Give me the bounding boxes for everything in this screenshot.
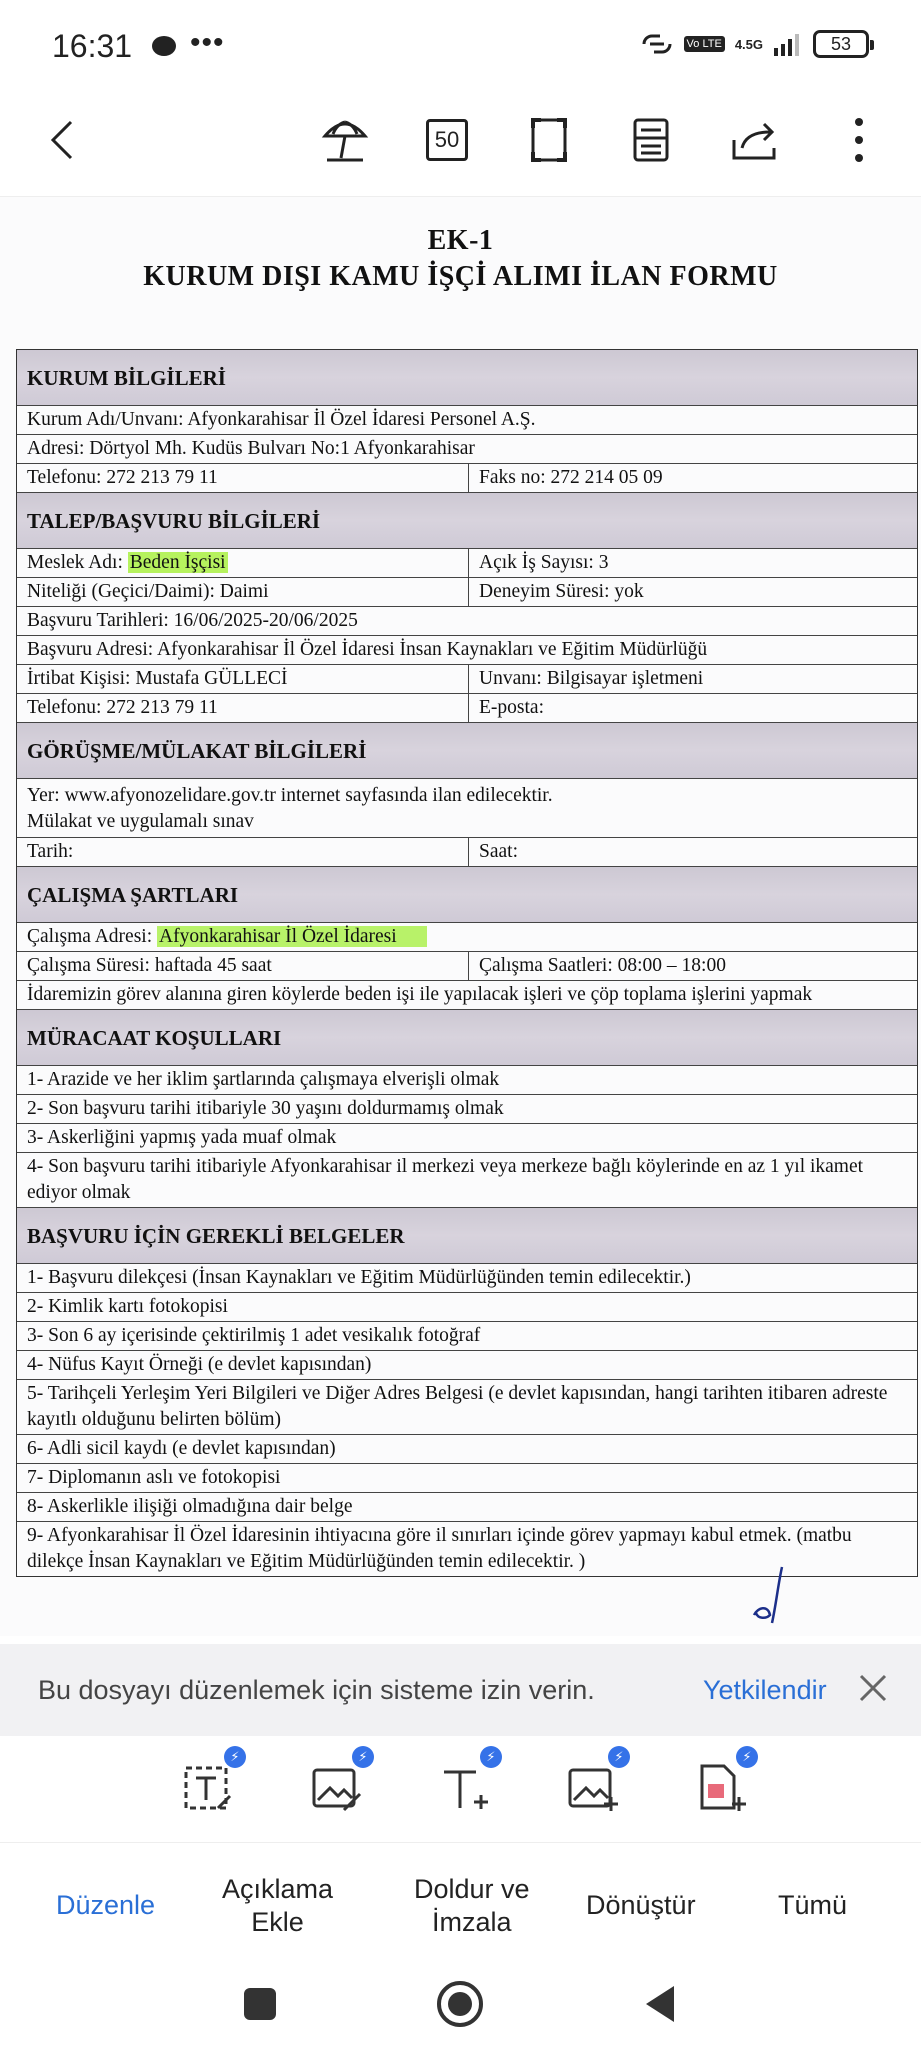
meslek-label: Meslek Adı:: [27, 552, 123, 573]
tab-fill-sign[interactable]: Doldur ve İmzala: [414, 1874, 530, 1937]
page-layout-icon: [631, 116, 671, 164]
tab-annotate[interactable]: Açıklama Ekle: [222, 1874, 334, 1937]
volte-badge: Vo LTE: [684, 36, 725, 52]
doc-title: [0, 223, 921, 295]
list-item: 3- Son 6 ay içerisinde çektirilmiş 1 adet vesikalık fotoğraf: [17, 1322, 917, 1351]
share-button[interactable]: [720, 100, 790, 180]
square-icon: [242, 1986, 278, 2022]
back-nav-button[interactable]: [628, 1972, 692, 2036]
more-notifications-icon: •••: [190, 26, 225, 59]
list-item: 3- Askerliğini yapmış yada muaf olmak: [17, 1124, 917, 1153]
back-button[interactable]: [26, 100, 96, 180]
calisma-adresi-highlight: Afyonkarahisar İl Özel İdaresi: [157, 926, 427, 947]
permission-notice: [0, 1644, 921, 1736]
section-header-talep: TALEP/BAŞVURU BİLGİLERİ: [17, 493, 917, 549]
zoom-level: 50: [426, 119, 468, 161]
section-header-calisma: ÇALIŞMA ŞARTLARI: [17, 867, 917, 923]
chevron-left-icon: [43, 116, 79, 164]
table-row: Telefonu: 272 213 79 11 Faks no: 272 214 05 09: [17, 464, 917, 493]
list-item: 1- Başvuru dilekçesi (İnsan Kaynakları ve Eğitim Müdürlüğünden temin edilecektir.): [17, 1264, 917, 1293]
edit-image-icon: [306, 1758, 366, 1818]
meslek-highlight: Beden İşçisi: [129, 552, 226, 573]
triangle-back-icon: [642, 1984, 678, 2024]
add-text-icon: [434, 1758, 494, 1818]
table-row: Meslek Adı: Beden İşçisi Açık İş Sayısı: 3: [17, 549, 917, 578]
hotspot-link-icon: [640, 32, 674, 56]
add-page-tool[interactable]: [690, 1749, 754, 1822]
share-icon: [730, 118, 780, 162]
status-time: 16:31: [52, 28, 133, 64]
edit-image-tool[interactable]: [306, 1749, 370, 1822]
add-image-icon: [562, 1758, 622, 1818]
chat-bubble-icon: [152, 36, 176, 56]
list-item: 4- Nüfus Kayıt Örneği (e devlet kapısından): [17, 1351, 917, 1380]
home-button[interactable]: [428, 1972, 492, 2036]
edit-tools-bar: [0, 1746, 921, 1836]
edit-text-tool[interactable]: [178, 1749, 242, 1822]
add-page-icon: [690, 1758, 750, 1818]
table-row: Yer: www.afyonozelidare.gov.tr internet sayfasında ilan edilecektir. Mülakat ve uygulamalı sınav: [17, 779, 917, 838]
fullscreen-icon: [529, 116, 569, 164]
section-header-gorusme: GÖRÜŞME/MÜLAKAT BİLGİLERİ: [17, 723, 917, 779]
fullscreen-button[interactable]: [514, 100, 584, 180]
list-item: 4- Son başvuru tarihi itibariyle Afyonkarahisar il merkezi veya merkeze bağlı köylerinde en az 1 yıl ikamet ediyor olmak: [17, 1153, 917, 1208]
system-nav-bar: [0, 1962, 921, 2048]
more-options-button[interactable]: [824, 100, 894, 180]
table-row: Başvuru Adresi: Afyonkarahisar İl Özel İdaresi İnsan Kaynakları ve Eğitim Müdürlüğü: [17, 636, 917, 665]
premium-badge-icon: ⚡: [480, 1746, 502, 1768]
add-text-tool[interactable]: [434, 1749, 498, 1822]
table-row: İdaremizin görev alanına giren köylerde beden işi ile yapılacak işleri ve çöp toplama işlerini yapmak: [17, 981, 917, 1010]
page-layout-button[interactable]: [616, 100, 686, 180]
table-row: Başvuru Tarihleri: 16/06/2025-20/06/2025: [17, 607, 917, 636]
recents-button[interactable]: [228, 1972, 292, 2036]
calisma-adresi-label: Çalışma Adresi:: [27, 926, 153, 947]
home-circle-icon: [435, 1979, 485, 2029]
premium-badge-icon: ⚡: [224, 1746, 246, 1768]
table-row: Telefonu: 272 213 79 11 E-posta:: [17, 694, 917, 723]
more-vertical-icon: [853, 116, 865, 164]
list-item: 8- Askerlikle ilişiği olmadığına dair belge: [17, 1493, 917, 1522]
list-item: 6- Adli sicil kaydı (e devlet kapısından): [17, 1435, 917, 1464]
network-type: 4.5G: [734, 36, 763, 52]
doc-title-line2: KURUM DIŞI KAMU İŞÇİ ALIMI İLAN FORMU: [143, 261, 778, 292]
list-item: 2- Son başvuru tarihi itibariyle 30 yaşını doldurmamış olmak: [17, 1095, 917, 1124]
doc-title-line1: EK-1: [427, 225, 494, 256]
list-item: 1- Arazide ve her iklim şartlarında çalışmaya elverişli olmak: [17, 1066, 917, 1095]
section-header-kurum: KURUM BİLGİLERİ: [17, 350, 917, 406]
premium-badge-icon: ⚡: [352, 1746, 374, 1768]
table-row: İrtibat Kişisi: Mustafa GÜLLECİ Unvanı: Bilgisayar işletmeni: [17, 665, 917, 694]
table-row: Niteliği (Geçici/Daimi): Daimi Deneyim Süresi: yok: [17, 578, 917, 607]
section-header-muracaat: MÜRACAAT KOŞULLARI: [17, 1010, 917, 1066]
authorize-button[interactable]: Yetkilendir: [703, 1674, 827, 1705]
document-page[interactable]: [0, 196, 921, 1636]
bottom-tabs: [0, 1842, 921, 1962]
list-item: 5- Tarihçeli Yerleşim Yeri Bilgileri ve Diğer Adres Belgesi (e devlet kapısından, hangi tarihten itibaren adreste kayıtlı olduğunu belirten bölüm): [17, 1380, 917, 1435]
table-row: Adresi: Dörtyol Mh. Kudüs Bulvarı No:1 Afyonkarahisar: [17, 435, 917, 464]
status-icons: [640, 30, 869, 58]
close-icon[interactable]: [855, 1670, 891, 1706]
premium-badge-icon: ⚡: [608, 1746, 630, 1768]
table-row: Tarih: Saat:: [17, 838, 917, 867]
permission-message: Bu dosyayı düzenlemek için sisteme izin verin.: [38, 1674, 595, 1705]
signal-icon: [773, 32, 803, 56]
signature-mark: [748, 1565, 788, 1625]
section-header-belgeler: BAŞVURU İÇİN GEREKLİ BELGELER: [17, 1208, 917, 1264]
tab-convert[interactable]: Dönüştür: [586, 1890, 696, 1920]
table-row: [17, 923, 917, 952]
tab-edit[interactable]: Düzenle: [56, 1890, 156, 1920]
beach-umbrella-icon: [319, 114, 371, 166]
table-row: Çalışma Süresi: haftada 45 saat Çalışma Saatleri: 08:00 – 18:00: [17, 952, 917, 981]
status-bar: [0, 0, 921, 92]
list-item: 9- Afyonkarahisar İl Özel İdaresinin ihtiyacına göre il sınırları içinde görev yapmayı kabul etmek. (matbu dilekçe İnsan Kaynakları ve Eğitim Müdürlüğünden temin edilecektir. ): [27, 1525, 852, 1572]
list-item: 7- Diplomanın aslı ve fotokopisi: [17, 1464, 917, 1493]
zoom-level-button[interactable]: [412, 100, 482, 180]
premium-badge-icon: ⚡: [736, 1746, 758, 1768]
list-item: 2- Kimlik kartı fotokopisi: [17, 1293, 917, 1322]
add-image-tool[interactable]: [562, 1749, 626, 1822]
tab-all[interactable]: Tümü: [778, 1890, 848, 1920]
eye-comfort-button[interactable]: [310, 100, 380, 180]
top-toolbar: [0, 100, 921, 190]
job-form-table: [16, 349, 918, 1577]
table-row: Kurum Adı/Unvanı: Afyonkarahisar İl Özel İdaresi Personel A.Ş.: [17, 406, 917, 435]
edit-text-icon: [178, 1758, 238, 1818]
battery-icon: 53: [813, 30, 869, 58]
